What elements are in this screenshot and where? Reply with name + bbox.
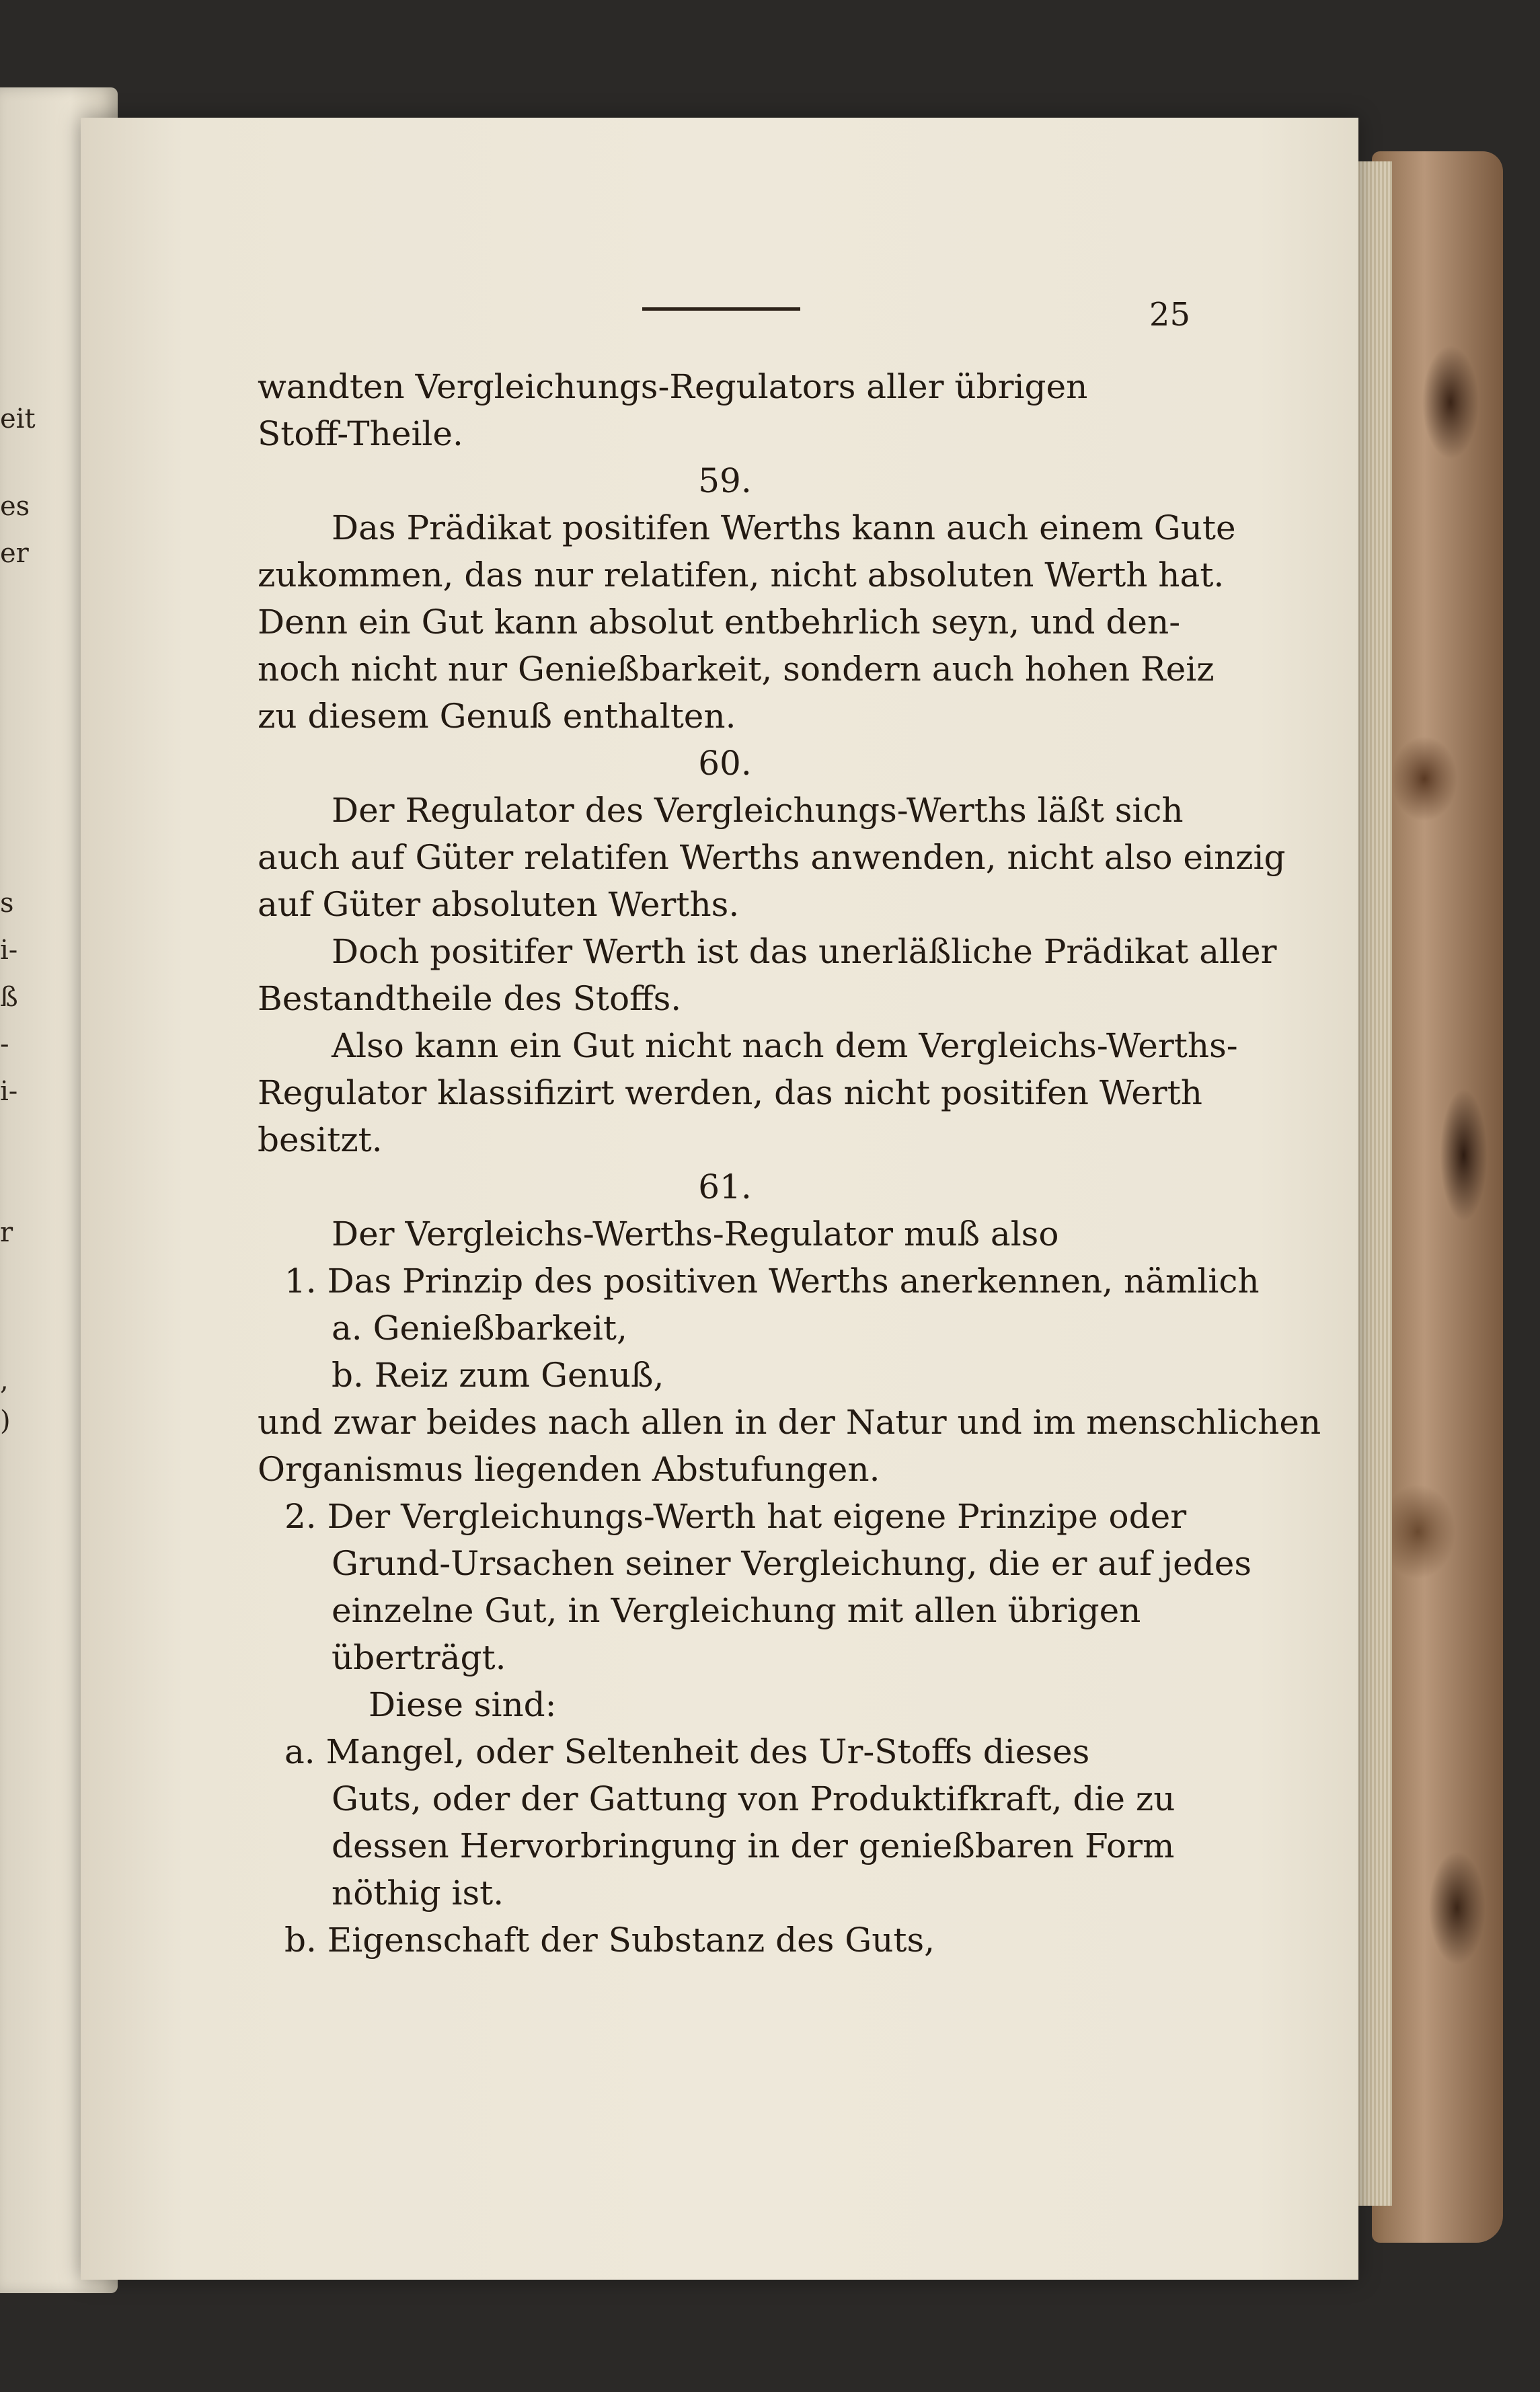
text-line-content: 2. Der Vergleichungs-Werth hat eigene Prinzipe oder: [284, 1497, 1187, 1536]
text-line: [258, 787, 1192, 834]
text-line: [258, 1681, 1192, 1728]
text-line-content: und zwar beides nach allen in der Natur und im menschlichen: [258, 1403, 1321, 1442]
text-line: [258, 504, 1236, 551]
left-page-fragment: er: [0, 538, 29, 569]
text-line-content: Stoff-Theile.: [258, 414, 463, 453]
left-page-fragment: -: [0, 1029, 9, 1060]
left-page-fragment: ß: [0, 982, 18, 1013]
header-rule: [642, 307, 800, 311]
left-page-fragment: eit: [0, 403, 36, 434]
text-line: [258, 1022, 1238, 1069]
page-number: 25: [1149, 296, 1190, 334]
text-line-content: besitzt.: [258, 1120, 383, 1159]
left-page-fragment: es: [0, 491, 30, 522]
section-number-59: 59.: [698, 461, 752, 500]
text-line-content: a. Mangel, oder Seltenheit des Ur-Stoffs dieses: [284, 1732, 1090, 1771]
text-line-content: Doch positifer Werth ist das unerläßliche Prädikat aller: [332, 932, 1277, 971]
list-item: [258, 1258, 1260, 1305]
text-line: [258, 975, 1192, 1022]
text-line: [258, 1775, 1192, 1822]
text-line-content: Diese sind:: [369, 1685, 557, 1724]
text-line-content: Organismus liegenden Abstufungen.: [258, 1450, 880, 1489]
text-line-content: Das Prädikat positifen Werths kann auch einem Gute: [332, 508, 1236, 547]
text-line-content: wandten Vergleichungs-Regulators aller übrigen: [258, 367, 1088, 406]
section-number: [258, 740, 1192, 787]
text-line-content: b. Eigenschaft der Substanz des Guts,: [284, 1921, 935, 1960]
text-line: [258, 928, 1277, 975]
text-line-content: überträgt.: [332, 1638, 506, 1677]
text-line: [258, 834, 1286, 881]
text-line: [258, 1210, 1192, 1258]
text-line: [258, 1069, 1202, 1116]
text-line-content: Guts, oder der Gattung von Produktifkraft, die zu: [332, 1779, 1176, 1818]
text-line-content: nöthig ist.: [332, 1874, 504, 1913]
left-page-fragment: s: [0, 888, 14, 919]
text-line-content: Bestandtheile des Stoffs.: [258, 979, 682, 1018]
text-line: [258, 1869, 1192, 1917]
text-line: [258, 1116, 1192, 1163]
left-page-fragment: ,: [0, 1365, 9, 1396]
text-line-content: Der Vergleichs-Werths-Regulator muß also: [332, 1214, 1059, 1253]
text-line: [258, 410, 1192, 457]
page-text: [258, 363, 1321, 1964]
text-line: [258, 1587, 1192, 1634]
section-number-61: 61.: [698, 1167, 752, 1206]
text-line-content: Also kann ein Gut nicht nach dem Vergleichs-Werths-: [332, 1026, 1238, 1065]
section-number: [258, 1163, 1192, 1210]
text-line-content: dessen Hervorbringung in der genießbaren Form: [332, 1826, 1175, 1865]
text-line-content: Regulator klassifizirt werden, das nicht positifen Werth: [258, 1073, 1202, 1112]
text-line-content: zukommen, das nur relatifen, nicht absoluten Werth hat.: [258, 555, 1225, 594]
text-line-content: Grund-Ursachen seiner Vergleichung, die er auf jedes: [332, 1544, 1252, 1583]
text-line-content: a. Genießbarkeit,: [332, 1309, 627, 1348]
left-page-fragment: i-: [0, 935, 18, 966]
text-line: [258, 1634, 1192, 1681]
list-item: [258, 1352, 1192, 1399]
left-page-fragment: i-: [0, 1076, 18, 1107]
text-line: [258, 1446, 1192, 1493]
text-line: [258, 551, 1225, 599]
text-line-content: noch nicht nur Genießbarkeit, sondern auch hohen Reiz: [258, 650, 1215, 689]
text-line-content: zu diesem Genuß enthalten.: [258, 697, 736, 736]
text-line: [258, 1822, 1192, 1869]
text-line: [258, 693, 1192, 740]
text-line-content: Denn ein Gut kann absolut entbehrlich seyn, und den-: [258, 603, 1181, 642]
section-number: [258, 457, 1192, 504]
text-line-content: auch auf Güter relatifen Werths anwenden, nicht also einzig: [258, 838, 1286, 877]
left-page-fragment: r: [0, 1217, 13, 1248]
text-line: [258, 599, 1192, 646]
text-line: [258, 363, 1192, 410]
text-line-content: b. Reiz zum Genuß,: [332, 1356, 664, 1395]
text-line-content: Der Regulator des Vergleichungs-Werths läßt sich: [332, 791, 1184, 830]
text-line: [258, 646, 1215, 693]
list-item: [258, 1305, 1192, 1352]
left-page-fragment: ): [0, 1405, 11, 1436]
text-line-content: 1. Das Prinzip des positiven Werths anerkennen, nämlich: [284, 1262, 1260, 1301]
text-line-content: auf Güter absoluten Werths.: [258, 885, 740, 924]
text-line: [258, 1399, 1321, 1446]
list-item: [258, 1917, 1192, 1964]
text-line: [258, 881, 1192, 928]
list-item: [258, 1493, 1192, 1540]
section-number-60: 60.: [698, 744, 752, 783]
text-line-content: einzelne Gut, in Vergleichung mit allen übrigen: [332, 1591, 1141, 1630]
text-line: [258, 1540, 1252, 1587]
list-item: [258, 1728, 1192, 1775]
